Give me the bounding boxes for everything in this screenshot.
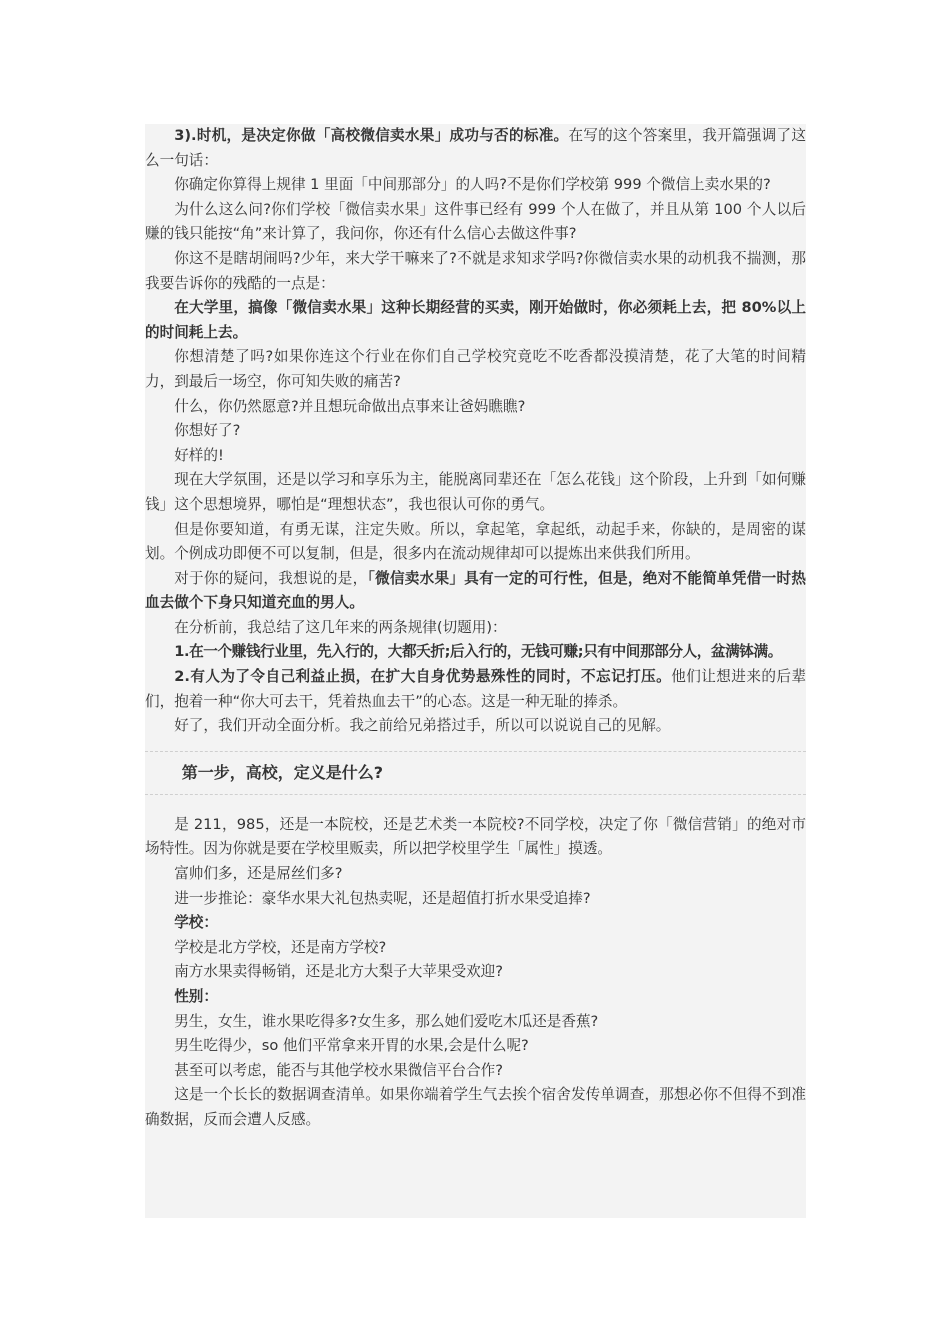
- paragraph: 男生，女生，谁水果吃得多?女生多，那么她们爱吃木瓜还是香蕉?: [174, 1012, 599, 1030]
- paragraph: 你这不是瞎胡闹吗?少年，来大学干嘛来了?不就是求知求学吗?你微信卖水果的动机我不揣测，那我要告诉你的残酷的一点是：: [145, 249, 806, 292]
- paragraph: 好样的!: [174, 446, 224, 464]
- rule-2: [145, 665, 806, 714]
- paragraph: 南方水果卖得畅销，还是北方大梨子大苹果受欢迎?: [174, 963, 503, 981]
- section-heading: 第一步，高校，定义是什么?: [181, 762, 384, 782]
- rule-2-bold: 2.有人为了令自己利益止损，在扩大自身优势悬殊性的同时，不忘记打压。: [174, 668, 672, 686]
- label-school: 学校：: [174, 914, 218, 932]
- paragraph: 男生吃得少，so 他们平常拿来开胃的水果,会是什么呢?: [174, 1037, 529, 1055]
- paragraph: 学校是北方学校，还是南方学校?: [174, 938, 387, 956]
- timing-lead-bold: 3).时机，是决定你做「高校微信卖水果」成功与否的标准。: [174, 127, 569, 144]
- feasibility-text: 对于你的疑问，我想说的是，: [174, 569, 368, 587]
- paragraph: 好了，我们开动全面分析。我之前给兄弟搭过手，所以可以说说自己的见解。: [174, 717, 671, 735]
- rule-2-text: 他们让想进来的后辈们，抱着一种“你大可去干，凭着热血去干”的心态。这是一种无耻的捧杀。: [145, 668, 806, 710]
- paragraph: 你想清楚了吗?如果你连这个行业在你们自己学校究竟吃不吃香都没摸清楚，花了大笔的时间精力，到最后一场空，你可知失败的痛苦?: [145, 348, 806, 390]
- paragraph: 在分析前，我总结了这几年来的两条规律(切题用)：: [174, 618, 507, 636]
- paragraph: 是 211，985，还是一本院校，还是艺术类一本院校?不同学校，决定了你「微信营销」的绝对市场特性。因为你就是要在学校里贩卖，所以把学校里学生「属性」摸透。: [145, 815, 806, 858]
- paragraph: 为什么这么问?你们学校「微信卖水果」这件事已经有 999 个人在做了，并且从第 100 个人以后赚的钱只能按“角”来计算了，我问你，你还有什么信心去做这件事?: [145, 200, 806, 243]
- paragraph-feasibility: [145, 567, 806, 616]
- paragraph: 你想好了?: [174, 422, 241, 440]
- paragraph: 甚至可以考虑，能否与其他学校水果微信平台合作?: [174, 1061, 503, 1079]
- paragraph: 你确定你算得上规律 1 里面「中间那部分」的人吗?不是你们学校第 999 个微信上卖水果的?: [174, 176, 771, 194]
- paragraph: 进一步推论：豪华水果大礼包热卖呢，还是超值打折水果受追捧?: [174, 889, 591, 907]
- paragraph: 什么，你仍然愿意?并且想玩命做出点事来让爸妈瞧瞧?: [174, 397, 526, 415]
- rule-1: 1.在一个赚钱行业里，先入行的，大都夭折;后入行的，无钱可赚;只有中间那部分人，盆满钵满。: [174, 643, 782, 661]
- paragraph: 但是你要知道，有勇无谋，注定失败。所以，拿起笔，拿起纸，动起手来，你缺的，是周密的谋划。个例成功即便不可以复制，但是，很多内在流动规律却可以提炼出来供我们所用。: [145, 520, 806, 563]
- timing-lead-text: 在写的这个答案里，我开篇强调了这么一句话：: [145, 127, 806, 169]
- paragraph: 这是一个长长的数据调查清单。如果你端着学生气去挨个宿舍发传单调查，那想必你不但得不到准确数据，反而会遭人反感。: [145, 1086, 806, 1128]
- bold-paragraph: 在大学里，搞像「微信卖水果」这种长期经营的买卖，刚开始做时，你必须耗上去，把 80%以上的时间耗上去。: [145, 299, 806, 341]
- feasibility-bold: 「微信卖水果」具有一定的可行性，但是，绝对不能简单凭借一时热血去做个下身只知道充血的男人。: [145, 569, 806, 612]
- document-body: [145, 124, 806, 1133]
- label-gender: 性别：: [174, 988, 218, 1005]
- paragraph: 现在大学氛围，还是以学习和享乐为主，能脱离同辈还在「怎么花钱」这个阶段，上升到「如何赚钱」这个思想境界，哪怕是“理想状态”，我也很认可你的勇气。: [145, 471, 806, 513]
- paragraph: 富帅们多，还是屌丝们多?: [174, 865, 343, 883]
- paragraph-timing: [145, 124, 806, 173]
